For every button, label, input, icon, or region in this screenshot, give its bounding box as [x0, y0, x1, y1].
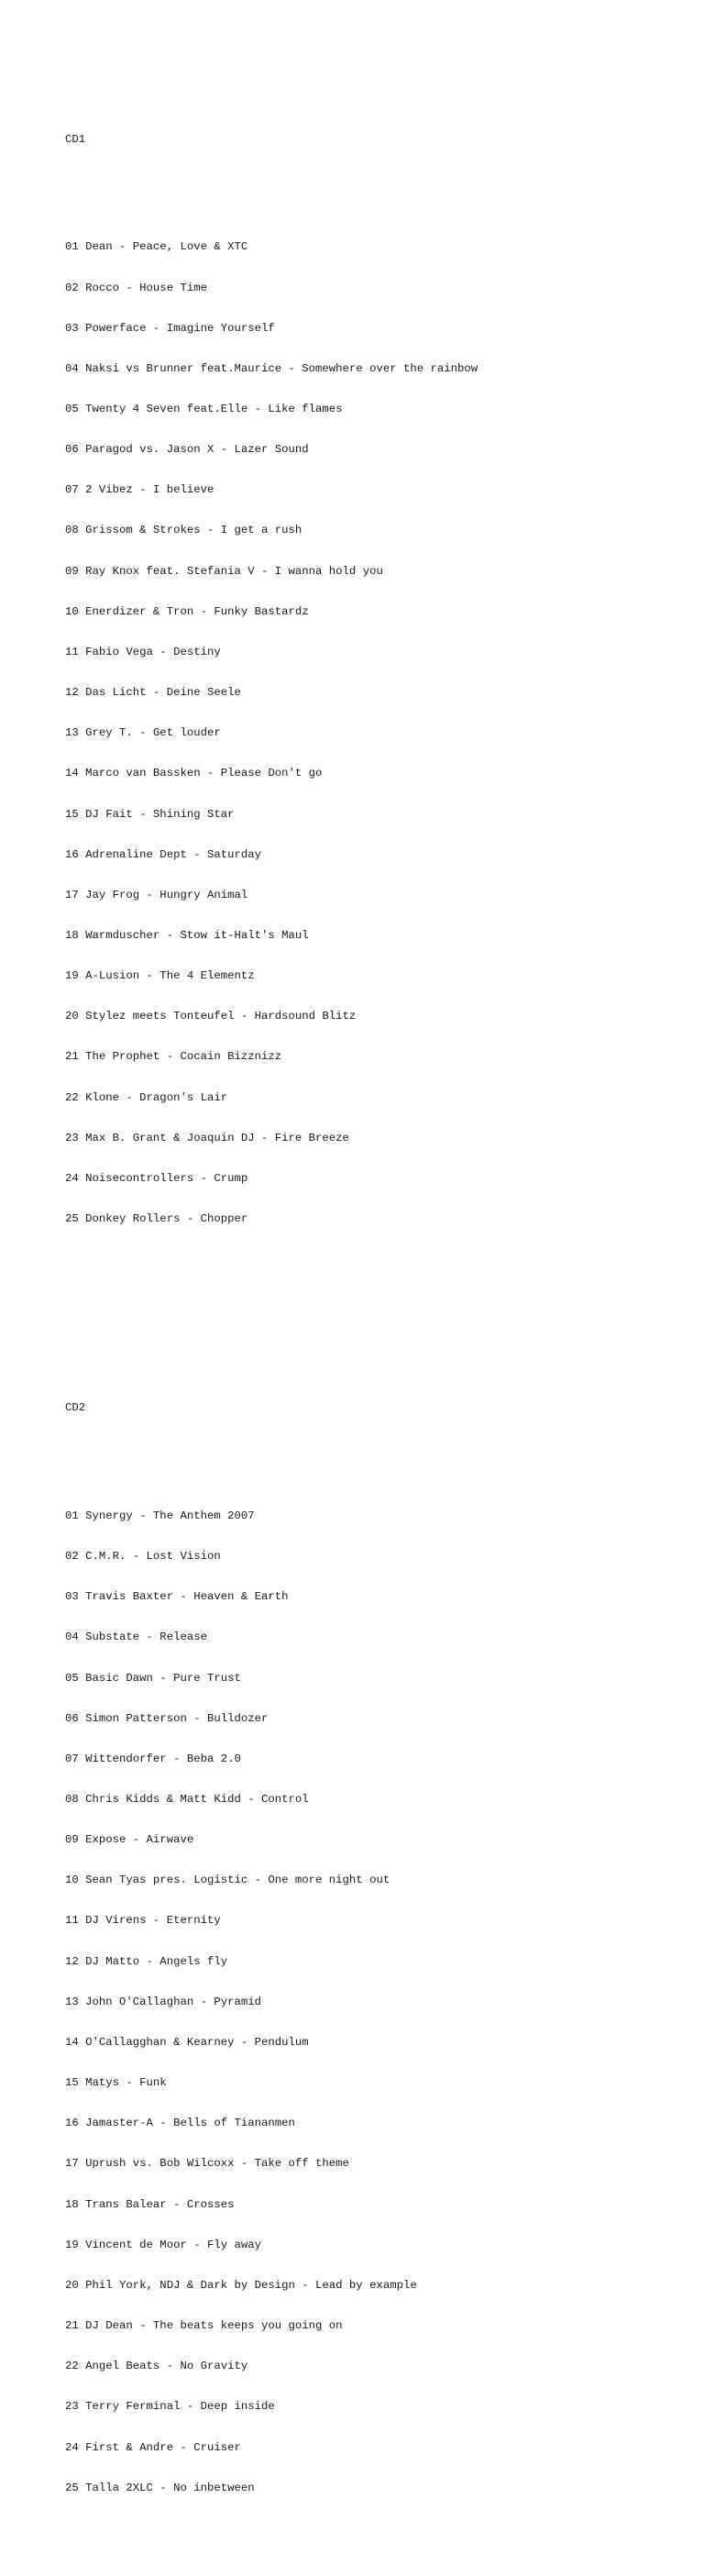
track-line: 01 Synergy - The Anthem 2007: [65, 1509, 255, 1522]
blank-line: [65, 1321, 688, 1334]
track-line: 19 A-Lusion - The 4 Elementz: [65, 969, 255, 983]
track-line: 20 Stylez meets Tonteufel - Hardsound Blitz: [65, 1010, 357, 1023]
track-line: 01 Dean - Peace, Love & XTC: [65, 240, 248, 254]
track-line: 09 Expose - Airwave: [65, 1833, 194, 1847]
track-line: 15 Matys - Funk: [65, 2076, 167, 2090]
track-line: 21 The Prophet - Cocain Bizznizz: [65, 1050, 282, 1064]
track-line: 22 Klone - Dragon's Lair: [65, 1090, 228, 1104]
track-list: [65, 214, 688, 1253]
track-line: 04 Naksi vs Brunner feat.Maurice - Somewhere over the rainbow: [65, 361, 478, 375]
disc-2-section: [65, 1375, 688, 2549]
disc-1-section: [65, 105, 688, 1280]
track-line: 19 Vincent de Moor - Fly away: [65, 2238, 262, 2251]
tracklist-document: [65, 65, 688, 2576]
track-line: 07 2 Vibez - I believe: [65, 483, 214, 497]
track-line: 09 Ray Knox feat. Stefania V - I wanna hold you: [65, 564, 383, 578]
track-line: 03 Powerface - Imagine Yourself: [65, 321, 275, 335]
track-line: 21 DJ Dean - The beats keeps you going on: [65, 2319, 343, 2333]
track-line: 14 Marco van Bassken - Please Don't go: [65, 767, 323, 780]
track-line: 14 O'Callagghan & Kearney - Pendulum: [65, 2035, 309, 2049]
track-line: 24 First & Andre - Cruiser: [65, 2440, 241, 2454]
track-line: 08 Grissom & Strokes - I get a rush: [65, 524, 302, 537]
track-line: 15 DJ Fait - Shining Star: [65, 807, 235, 821]
track-line: 11 Fabio Vega - Destiny: [65, 645, 221, 658]
track-line: 07 Wittendorfer - Beba 2.0: [65, 1752, 241, 1765]
track-line: 23 Max B. Grant & Joaquin DJ - Fire Breeze: [65, 1131, 349, 1144]
track-line: 18 Warmduscher - Stow it-Halt's Maul: [65, 929, 309, 942]
track-line: 16 Jamaster-A - Bells of Tiananmen: [65, 2117, 295, 2130]
track-line: 04 Substate - Release: [65, 1631, 207, 1644]
track-line: 12 Das Licht - Deine Seele: [65, 686, 241, 700]
track-line: 22 Angel Beats - No Gravity: [65, 2360, 248, 2373]
track-line: 17 Jay Frog - Hungry Animal: [65, 888, 248, 901]
track-line: 20 Phil York, NDJ & Dark by Design - Lead by example: [65, 2278, 417, 2292]
disc-heading: CD1: [65, 132, 86, 146]
track-line: 02 C.M.R. - Lost Vision: [65, 1550, 221, 1564]
track-line: 05 Twenty 4 Seven feat.Elle - Like flames: [65, 402, 343, 415]
track-line: 25 Talla 2XLC - No inbetween: [65, 2481, 255, 2494]
track-line: 13 Grey T. - Get louder: [65, 726, 221, 740]
blank-line: [65, 173, 688, 187]
track-line: 24 Noisecontrollers - Crump: [65, 1171, 248, 1185]
track-line: 10 Enerdizer & Tron - Funky Bastardz: [65, 604, 309, 618]
track-line: 25 Donkey Rollers - Chopper: [65, 1212, 248, 1226]
track-list: [65, 1482, 688, 2521]
track-line: 18 Trans Balear - Crosses: [65, 2197, 235, 2211]
track-line: 10 Sean Tyas pres. Logistic - One more night out: [65, 1874, 390, 1887]
disc-heading: CD2: [65, 1401, 86, 1415]
track-line: 06 Simon Patterson - Bulldozer: [65, 1711, 269, 1725]
track-line: 23 Terry Ferminal - Deep inside: [65, 2400, 275, 2414]
track-line: 02 Rocco - House Time: [65, 281, 207, 294]
track-line: 03 Travis Baxter - Heaven & Earth: [65, 1590, 289, 1604]
track-line: 05 Basic Dawn - Pure Trust: [65, 1671, 241, 1685]
track-line: 12 DJ Matto - Angels fly: [65, 1954, 228, 1968]
track-line: 16 Adrenaline Dept - Saturday: [65, 847, 262, 861]
blank-line: [65, 1442, 688, 1455]
track-line: 17 Uprush vs. Bob Wilcoxx - Take off theme: [65, 2157, 349, 2171]
track-line: 11 DJ Virens - Eternity: [65, 1914, 221, 1928]
track-line: 08 Chris Kidds & Matt Kidd - Control: [65, 1793, 309, 1806]
track-line: 06 Paragod vs. Jason X - Lazer Sound: [65, 443, 309, 457]
track-line: 13 John O'Callaghan - Pyramid: [65, 1995, 262, 2008]
